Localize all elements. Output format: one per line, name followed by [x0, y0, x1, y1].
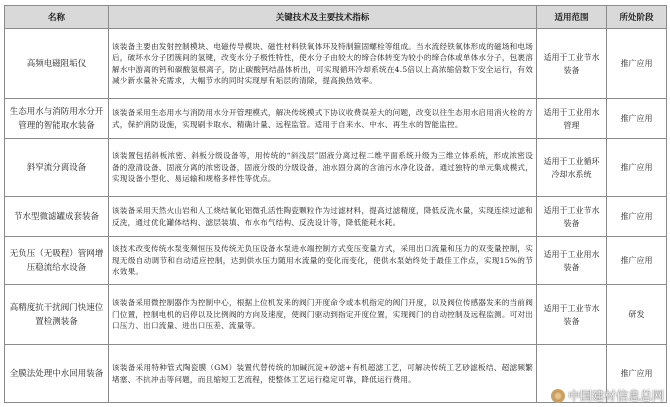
- header-name: 名称: [5, 6, 109, 29]
- row-stage: 推广应用: [607, 139, 667, 197]
- table-row: [5, 237, 667, 285]
- row-name: 斜窄流分离设备: [5, 139, 109, 197]
- table-row: [5, 139, 667, 197]
- header-stage: 所处阶段: [607, 6, 667, 29]
- row-stage: 推广应用: [607, 237, 667, 285]
- row-name: 生态用水与消防用水分开管理的智能取水装备: [5, 99, 109, 139]
- row-tech: 该装备采用生态用水与消防用水分开管理模式，解决传统模式下协议收费误差大的问题，改变以往生态用水启用消火栓的方式，保护消防设施，实现刷卡取水、精确计量、远程监管。适用于自来水、中水、再生水的智能监控。: [109, 99, 537, 139]
- row-stage: 推广应用: [607, 99, 667, 139]
- row-stage: 推广应用: [607, 345, 667, 403]
- row-tech: 该装备采用特种管式陶瓷膜（GM）装置代替传统的加碱沉淀+砂滤+有机超滤工艺，可解决传统工艺砂滤板结、超滤频繁堵塞、不抗冲击等问题，而且缩短工艺流程，使整体工艺运行稳定可靠，降低运行费用。: [109, 345, 537, 403]
- row-name: 无负压（无吸程）管网增压稳流给水设备: [5, 237, 109, 285]
- row-name: 全膜法处理中水回用装备: [5, 345, 109, 403]
- table-row: [5, 29, 667, 99]
- row-tech: 该装备采用天然火山岩和人工烧结氧化铝微孔活性陶瓷颗粒作为过滤材料，提高过滤精度，降低反洗水量，实现连续过滤和反洗，通过优化罐体结构、滤层装填、布水布气结构、反洗设计等，降低能耗水耗。: [109, 197, 537, 237]
- row-tech: 该技术改变传统水泵变频恒压及传统无负压设备水泵进水端控制方式变压变量方式，采用出口流量和压力的双变量控制，实现无级自动调节和自动适应控制，达到供水压力随用水流量的变化而变化，使供水泵始终处于最佳工作点，实现15%的节水效果。: [109, 237, 537, 285]
- row-name: 高精度抗干扰阀门快速位置检测装备: [5, 285, 109, 345]
- table-header-row: [5, 6, 667, 29]
- tech-table: [4, 5, 667, 403]
- row-name: 高频电磁阻垢仪: [5, 29, 109, 99]
- row-scope: 适用于工业节水装备: [537, 285, 607, 345]
- row-scope: 适用于工业节水装备: [537, 197, 607, 237]
- row-tech: 该装置包括斜板浓密、斜板分级设备等，用传统的“斜浅层”固液分离过程二维平面系统升级为三维立体系统，形成浓密设备的澄清设备、固液分离的浓密设备，固液分级的分级设备，油水固分离的含油污水净化设备。通过独特的单元集成模式，实现设备小型化、易运输和规格多样性等优点。: [109, 139, 537, 197]
- row-stage: 推广应用: [607, 197, 667, 237]
- row-scope: 适用于工业循环冷却水系统: [537, 139, 607, 197]
- table-row: [5, 285, 667, 345]
- watermark-logo-icon: [551, 389, 565, 403]
- row-scope: 适用于工业节水装备: [537, 29, 607, 99]
- row-scope: 适用于工业用水管理: [537, 99, 607, 139]
- table-row: [5, 197, 667, 237]
- table-row: [5, 99, 667, 139]
- row-stage: 研发: [607, 285, 667, 345]
- row-tech: 该装备主要由发射控制模块、电磁传导模块、磁性材料铁氧体环及特制箍固螺栓等组成。当水流经铁氧体形成的磁场和电场后，破坏水分子团簇间的氢键，改变水分子极性特性，使水分子由较大的缔合体转变为较小的缔合体或单体水分子，包裹溶解水中游离的钙和碳酸氢根离子，防止碳酸钙结晶体析出，可实现循环冷却系统在4.5倍以上高浓缩倍数下安全运行，有效减少新水量补充需求，大幅节水的同时实现厚有垢层的清除，提高换热效率。: [109, 29, 537, 99]
- row-tech: 该装备采用微控制器作为控制中心，根据上位机发来的阀门开度命令或本机指定的阀门开度，以及阀位传感器发来的当前阀门位置，控制电机的启停以及比例阀的方向及速度，使阀门驱动到指定开度位置，实现阀门的自动控制及远程监测。可对出口压力、出口流量、进出口压差、流量等。: [109, 285, 537, 345]
- watermark: [551, 387, 664, 404]
- row-scope: 适用于工业用水装备: [537, 237, 607, 285]
- header-tech: 关键技术及主要技术指标: [109, 6, 537, 29]
- watermark-text: 中国建材信息总网: [567, 389, 664, 403]
- row-name: 节水型微滤罐成套装备: [5, 197, 109, 237]
- row-stage: 推广应用: [607, 29, 667, 99]
- header-scope: 适用范围: [537, 6, 607, 29]
